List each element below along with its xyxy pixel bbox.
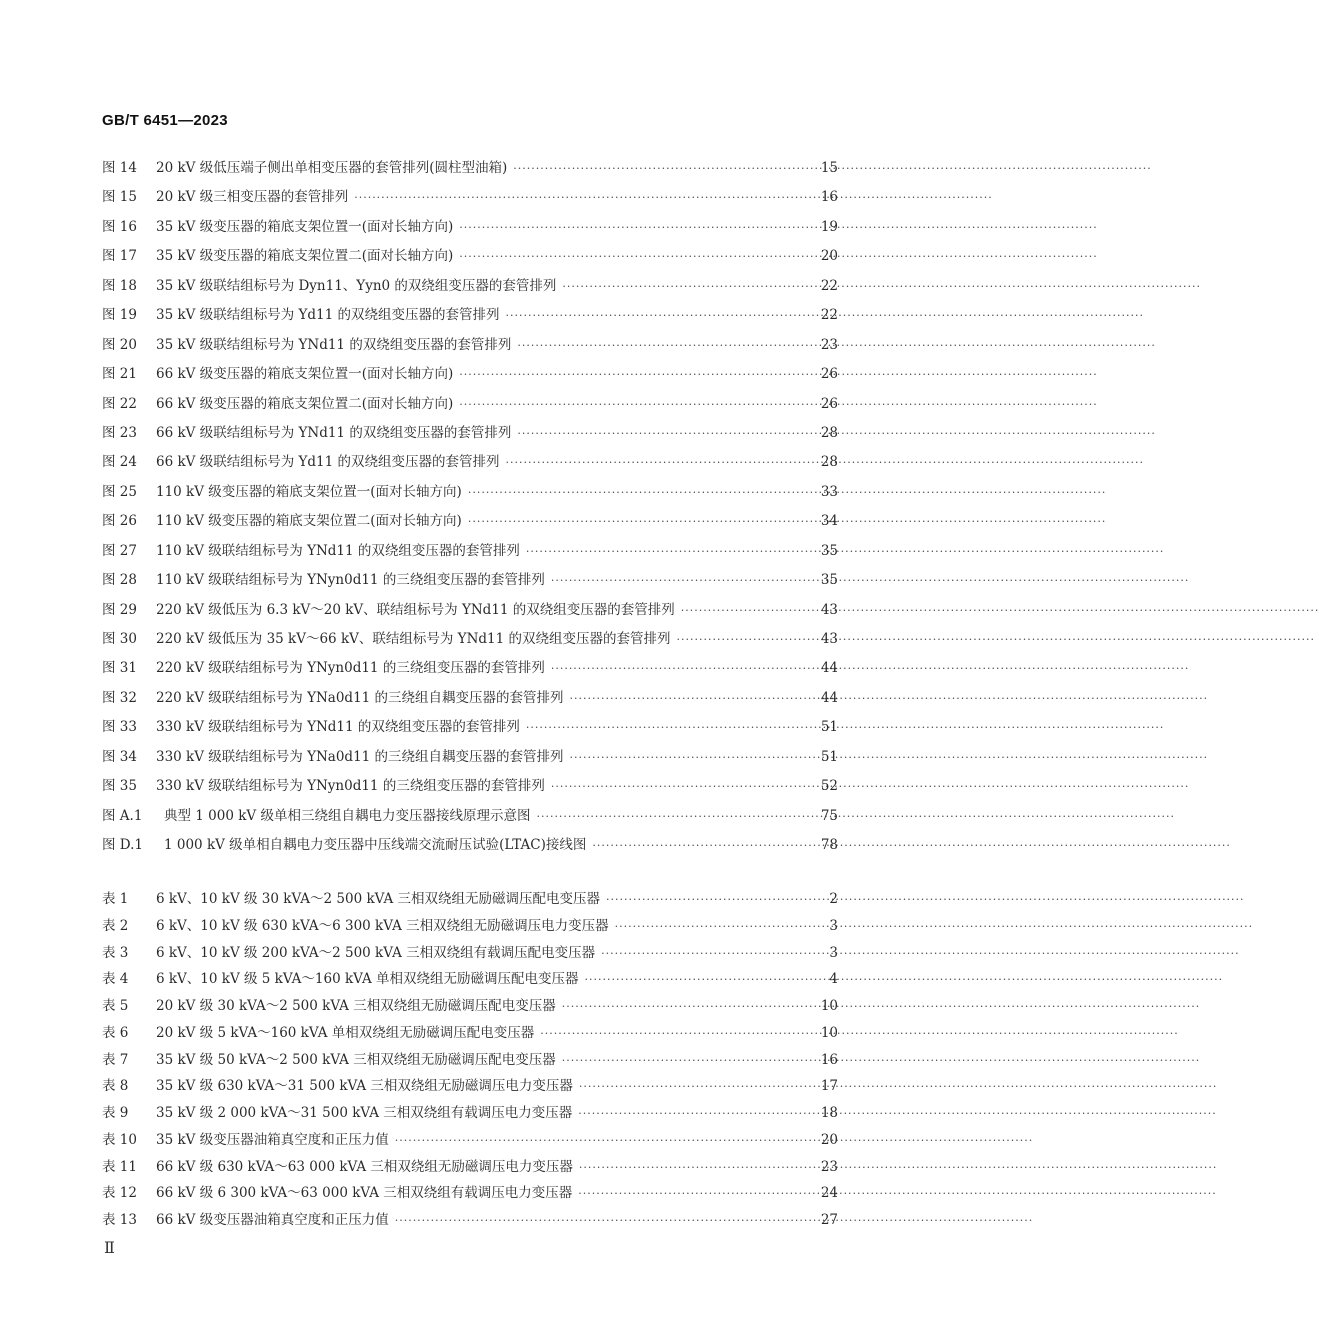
entry-title: 66 kV 级 6 300 kVA～63 000 kVA 三相双绕组有载调压电力变压器 xyxy=(156,1185,573,1202)
toc-entry[interactable] xyxy=(102,713,838,742)
entry-page: 2 xyxy=(829,891,838,907)
entry-title: 35 kV 级联结组标号为 Dyn11、Yyn0 的双绕组变压器的套管排列 xyxy=(156,277,557,294)
entry-page: 44 xyxy=(820,660,838,677)
entry-title: 66 kV 级联结组标号为 Yd11 的双绕组变压器的套管排列 xyxy=(156,454,500,471)
entry-title: 20 kV 级 5 kVA～160 kVA 单相双绕组无励磁调压配电变压器 xyxy=(156,1024,535,1041)
dot-leader xyxy=(459,390,815,419)
entry-page: 4 xyxy=(829,971,838,988)
entry-title: 35 kV 级 2 000 kVA～31 500 kVA 三相双绕组有载调压电力变压器 xyxy=(156,1105,573,1121)
table-list xyxy=(102,886,838,1234)
toc-entry[interactable] xyxy=(102,1127,838,1154)
toc-entry[interactable] xyxy=(102,566,838,595)
entry-page: 28 xyxy=(820,424,838,441)
toc-entry[interactable] xyxy=(102,507,838,536)
entry-number: 图 21 xyxy=(102,366,137,383)
entry-title: 20 kV 级低压端子侧出单相变压器的套管排列(圆柱型油箱) xyxy=(156,160,508,176)
entry-page: 3 xyxy=(829,917,838,934)
toc-entry[interactable] xyxy=(102,940,838,967)
toc-entry[interactable] xyxy=(102,183,838,212)
toc-entry[interactable] xyxy=(102,993,838,1020)
toc-entry[interactable] xyxy=(102,1180,838,1207)
dot-leader xyxy=(579,1155,815,1182)
toc-entry[interactable] xyxy=(102,913,838,940)
toc-entry[interactable] xyxy=(102,213,838,242)
entry-page: 26 xyxy=(820,395,838,412)
entry-title: 330 kV 级联结组标号为 YNyn0d11 的三绕组变压器的套管排列 xyxy=(156,778,545,795)
entry-page: 43 xyxy=(820,601,838,618)
entry-page: 33 xyxy=(820,483,838,500)
entry-title: 20 kV 级 30 kVA～2 500 kVA 三相双绕组无励磁调压配电变压器 xyxy=(156,998,556,1014)
dot-leader xyxy=(468,478,815,507)
entry-title: 66 kV 级变压器的箱底支架位置二(面对长轴方向) xyxy=(156,395,454,412)
entry-page: 34 xyxy=(820,513,838,530)
dot-leader xyxy=(526,537,815,566)
dot-leader xyxy=(570,743,815,772)
entry-title: 110 kV 级变压器的箱底支架位置二(面对长轴方向) xyxy=(156,513,462,530)
entry-page: 10 xyxy=(820,998,838,1014)
toc-entry[interactable] xyxy=(102,802,838,831)
toc-entry[interactable] xyxy=(102,966,838,993)
dot-leader xyxy=(578,1101,815,1128)
entry-number: 表 4 xyxy=(102,971,129,988)
dot-leader xyxy=(677,625,815,654)
entry-title: 6 kV、10 kV 级 30 kVA～2 500 kVA 三相双绕组无励磁调压配电变压器 xyxy=(156,891,601,907)
entry-number: 图 16 xyxy=(102,218,137,235)
entry-number: 图 30 xyxy=(102,631,137,647)
entry-number: 图 22 xyxy=(102,395,137,412)
dot-leader xyxy=(615,914,818,941)
entry-number: 图 18 xyxy=(102,277,137,294)
entry-title: 220 kV 级低压为 6.3 kV～20 kV、联结组标号为 YNd11 的双绕组变压器的套管排列 xyxy=(156,601,675,618)
dot-leader xyxy=(459,242,815,271)
dot-leader xyxy=(506,301,815,330)
entry-page: 10 xyxy=(820,1024,838,1041)
entry-page: 19 xyxy=(820,218,838,235)
entry-page: 27 xyxy=(820,1212,838,1228)
entry-page: 20 xyxy=(820,1131,838,1148)
dot-leader xyxy=(578,1181,815,1208)
toc-entry[interactable] xyxy=(102,242,838,271)
toc-entry[interactable] xyxy=(102,390,838,419)
toc-entry[interactable] xyxy=(102,478,838,507)
entry-number: 表 12 xyxy=(102,1185,137,1202)
toc-entry[interactable] xyxy=(102,886,838,913)
entry-title: 330 kV 级联结组标号为 YNa0d11 的三绕组自耦变压器的套管排列 xyxy=(156,748,564,765)
entry-title: 35 kV 级变压器油箱真空度和正压力值 xyxy=(156,1131,389,1148)
entry-number: 表 6 xyxy=(102,1024,129,1041)
entry-number: 图 19 xyxy=(102,307,137,324)
entry-number: 表 7 xyxy=(102,1051,129,1068)
dot-leader xyxy=(681,596,815,625)
toc-entry[interactable] xyxy=(102,1047,838,1074)
entry-page: 43 xyxy=(820,631,838,647)
entry-page: 18 xyxy=(820,1105,838,1121)
entry-page: 3 xyxy=(829,944,838,961)
entry-number: 表 11 xyxy=(102,1158,137,1175)
entry-page: 17 xyxy=(820,1078,838,1095)
dot-leader xyxy=(395,1128,815,1155)
entry-page: 22 xyxy=(820,307,838,324)
entry-page: 23 xyxy=(820,1158,838,1175)
toc-entry[interactable] xyxy=(102,154,838,183)
dot-leader xyxy=(517,419,814,448)
dot-leader xyxy=(601,941,818,968)
toc-entry[interactable] xyxy=(102,831,838,860)
dot-leader xyxy=(506,448,815,477)
entry-title: 220 kV 级低压为 35 kV～66 kV、联结组标号为 YNd11 的双绕组变压器的套管排列 xyxy=(156,631,671,647)
entry-title: 6 kV、10 kV 级 5 kVA～160 kVA 单相双绕组无励磁调压配电变压器 xyxy=(156,971,579,988)
dot-leader xyxy=(354,183,815,212)
toc-entry[interactable] xyxy=(102,301,838,330)
entry-number: 图 24 xyxy=(102,454,137,471)
entry-page: 51 xyxy=(820,719,838,736)
entry-title: 1 000 kV 级单相自耦电力变压器中压线端交流耐压试验(LTAC)接线图 xyxy=(164,837,587,854)
entry-number: 图 28 xyxy=(102,572,137,589)
entry-title: 330 kV 级联结组标号为 YNd11 的双绕组变压器的套管排列 xyxy=(156,719,520,736)
entry-page: 22 xyxy=(820,277,838,294)
entry-number: 图 26 xyxy=(102,513,137,530)
dot-leader xyxy=(562,272,814,301)
toc-entry[interactable] xyxy=(102,272,838,301)
entry-page: 23 xyxy=(820,336,838,353)
entry-title: 220 kV 级联结组标号为 YNa0d11 的三绕组自耦变压器的套管排列 xyxy=(156,689,564,706)
figure-list xyxy=(102,154,838,861)
dot-leader xyxy=(551,654,815,683)
entry-page: 75 xyxy=(820,807,838,824)
entry-title: 6 kV、10 kV 级 200 kVA～2 500 kVA 三相双绕组有载调压配电变压器 xyxy=(156,944,596,961)
entry-page: 35 xyxy=(820,542,838,559)
entry-title: 6 kV、10 kV 级 630 kVA～6 300 kVA 三相双绕组无励磁调压电力变压器 xyxy=(156,917,609,934)
entry-title: 20 kV 级三相变压器的套管排列 xyxy=(156,189,349,206)
entry-title: 66 kV 级联结组标号为 YNd11 的双绕组变压器的套管排列 xyxy=(156,424,512,441)
dot-leader xyxy=(517,331,814,360)
entry-page: 26 xyxy=(820,366,838,383)
entry-page: 35 xyxy=(820,572,838,589)
entry-number: 图 25 xyxy=(102,483,137,500)
dot-leader xyxy=(459,213,815,242)
entry-number: 图 20 xyxy=(102,336,137,353)
toc-entry[interactable] xyxy=(102,654,838,683)
dot-leader xyxy=(526,713,815,742)
document-code: GB/T 6451—2023 xyxy=(102,112,228,129)
entry-number: 表 2 xyxy=(102,917,129,934)
entry-number: 图 34 xyxy=(102,748,137,765)
dot-leader xyxy=(570,684,815,713)
toc-entry[interactable] xyxy=(102,596,838,625)
dot-leader xyxy=(459,360,815,389)
entry-number: 图 35 xyxy=(102,778,137,795)
entry-page: 78 xyxy=(820,837,838,854)
entry-page: 28 xyxy=(820,454,838,471)
dot-leader xyxy=(468,507,815,536)
entry-page: 51 xyxy=(820,748,838,765)
entry-number: 图 32 xyxy=(102,689,137,706)
entry-title: 35 kV 级 50 kVA～2 500 kVA 三相双绕组无励磁调压配电变压器 xyxy=(156,1051,556,1068)
toc-entry[interactable] xyxy=(102,537,838,566)
dot-leader xyxy=(551,772,815,801)
entry-number: 表 13 xyxy=(102,1212,137,1228)
entry-number: 图 15 xyxy=(102,189,137,206)
toc-entry[interactable] xyxy=(102,1154,838,1181)
dot-leader xyxy=(592,831,814,860)
entry-number: 表 9 xyxy=(102,1105,129,1121)
entry-number: 图 D.1 xyxy=(102,837,144,854)
entry-page: 16 xyxy=(820,189,838,206)
dot-leader xyxy=(536,802,814,831)
dot-leader xyxy=(551,566,815,595)
toc-entry[interactable] xyxy=(102,331,838,360)
toc-entry[interactable] xyxy=(102,625,838,654)
toc-entry[interactable] xyxy=(102,772,838,801)
entry-number: 图 17 xyxy=(102,248,137,265)
entry-page: 20 xyxy=(820,248,838,265)
dot-leader xyxy=(585,967,818,994)
entry-number: 图 33 xyxy=(102,719,137,736)
dot-leader xyxy=(540,1021,815,1048)
entry-number: 表 8 xyxy=(102,1078,129,1095)
entry-title: 220 kV 级联结组标号为 YNyn0d11 的三绕组变压器的套管排列 xyxy=(156,660,545,677)
entry-page: 44 xyxy=(820,689,838,706)
entry-title: 66 kV 级 630 kVA～63 000 kVA 三相双绕组无励磁调压电力变压器 xyxy=(156,1158,573,1175)
entry-number: 图 23 xyxy=(102,424,137,441)
toc-entry[interactable] xyxy=(102,419,838,448)
dot-leader xyxy=(579,1074,815,1101)
entry-page: 24 xyxy=(820,1185,838,1202)
entry-number: 图 31 xyxy=(102,660,137,677)
entry-title: 110 kV 级联结组标号为 YNd11 的双绕组变压器的套管排列 xyxy=(156,542,520,559)
toc-entry[interactable] xyxy=(102,1100,838,1127)
entry-number: 图 A.1 xyxy=(102,807,143,824)
entry-number: 表 10 xyxy=(102,1131,137,1148)
entry-title: 110 kV 级联结组标号为 YNyn0d11 的三绕组变压器的套管排列 xyxy=(156,572,545,589)
entry-number: 图 29 xyxy=(102,601,137,618)
entry-title: 35 kV 级变压器的箱底支架位置二(面对长轴方向) xyxy=(156,248,454,265)
toc-entry[interactable] xyxy=(102,360,838,389)
entry-page: 16 xyxy=(820,1051,838,1068)
entry-title: 66 kV 级变压器油箱真空度和正压力值 xyxy=(156,1212,389,1228)
entry-page: 52 xyxy=(820,778,838,795)
entry-title: 35 kV 级联结组标号为 Yd11 的双绕组变压器的套管排列 xyxy=(156,307,500,324)
entry-title: 110 kV 级变压器的箱底支架位置一(面对长轴方向) xyxy=(156,483,462,500)
dot-leader xyxy=(513,154,815,183)
entry-title: 66 kV 级变压器的箱底支架位置一(面对长轴方向) xyxy=(156,366,454,383)
dot-leader xyxy=(562,994,815,1021)
dot-leader xyxy=(395,1208,815,1235)
toc-entry[interactable] xyxy=(102,1073,838,1100)
toc-entry[interactable] xyxy=(102,448,838,477)
entry-title: 典型 1 000 kV 级单相三绕组自耦电力变压器接线原理示意图 xyxy=(164,807,531,824)
entry-number: 表 3 xyxy=(102,944,129,961)
entry-number: 表 1 xyxy=(102,891,129,907)
page-number: Ⅱ xyxy=(104,1238,115,1257)
entry-title: 35 kV 级 630 kVA～31 500 kVA 三相双绕组无励磁调压电力变压器 xyxy=(156,1078,573,1095)
entry-page: 15 xyxy=(820,160,838,176)
entry-title: 35 kV 级联结组标号为 YNd11 的双绕组变压器的套管排列 xyxy=(156,336,512,353)
toc-entry[interactable] xyxy=(102,684,838,713)
entry-number: 图 14 xyxy=(102,160,137,176)
dot-leader xyxy=(606,887,818,914)
toc-entry[interactable] xyxy=(102,1020,838,1047)
entry-number: 图 27 xyxy=(102,542,137,559)
entry-title: 35 kV 级变压器的箱底支架位置一(面对长轴方向) xyxy=(156,218,454,235)
toc-entry[interactable] xyxy=(102,743,838,772)
entry-number: 表 5 xyxy=(102,998,129,1014)
toc-entry[interactable] xyxy=(102,1207,838,1234)
dot-leader xyxy=(562,1048,815,1075)
